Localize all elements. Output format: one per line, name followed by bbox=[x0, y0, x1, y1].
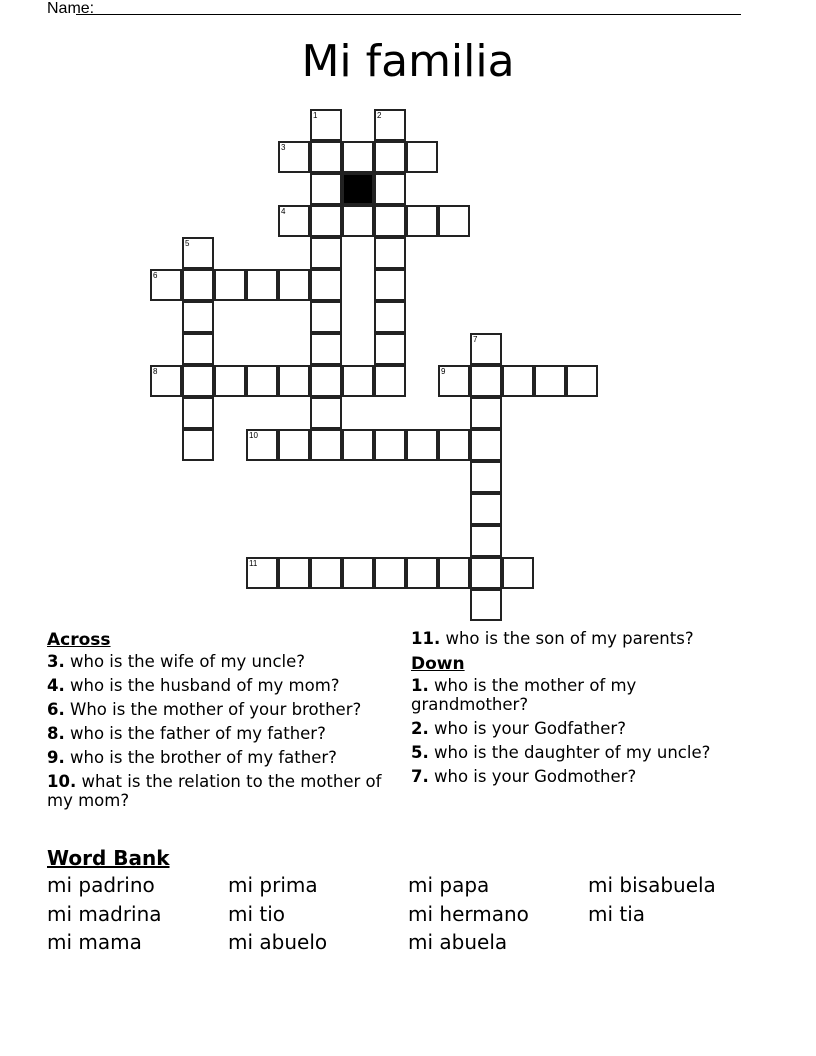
grid-cell[interactable] bbox=[470, 397, 502, 429]
grid-cell[interactable] bbox=[214, 269, 246, 301]
grid-cell[interactable] bbox=[214, 365, 246, 397]
word-bank-item: mi abuelo bbox=[228, 930, 328, 954]
grid-cell[interactable] bbox=[278, 205, 310, 237]
grid-cell[interactable] bbox=[406, 141, 438, 173]
clue-item-number: 3. bbox=[47, 652, 65, 671]
grid-cell[interactable] bbox=[470, 365, 502, 397]
word-bank-item: mi papa bbox=[408, 873, 490, 897]
grid-cell[interactable] bbox=[182, 365, 214, 397]
clue-item-number: 8. bbox=[47, 724, 65, 743]
grid-cell[interactable] bbox=[342, 205, 374, 237]
clue-item bbox=[47, 748, 397, 767]
grid-cell[interactable] bbox=[182, 333, 214, 365]
grid-cell[interactable] bbox=[374, 557, 406, 589]
grid-cell[interactable] bbox=[374, 429, 406, 461]
grid-cell[interactable] bbox=[502, 365, 534, 397]
grid-cell[interactable] bbox=[310, 397, 342, 429]
grid-cell[interactable] bbox=[438, 205, 470, 237]
clue-item-number: 4. bbox=[47, 676, 65, 695]
grid-cell[interactable] bbox=[342, 141, 374, 173]
clue-item-number: 11. bbox=[411, 629, 441, 648]
grid-cell[interactable] bbox=[310, 429, 342, 461]
grid-cell[interactable] bbox=[246, 269, 278, 301]
word-bank-item: mi mama bbox=[47, 930, 142, 954]
grid-cell[interactable] bbox=[278, 429, 310, 461]
clue-item bbox=[47, 772, 397, 810]
clue-item-number: 7. bbox=[411, 767, 429, 786]
grid-cell[interactable] bbox=[310, 333, 342, 365]
clue-item-text: Who is the mother of your brother? bbox=[70, 700, 362, 719]
grid-cell[interactable] bbox=[278, 365, 310, 397]
clue-number: 10 bbox=[249, 431, 258, 440]
grid-cell[interactable] bbox=[470, 461, 502, 493]
grid-cell[interactable] bbox=[310, 205, 342, 237]
clue-item-number: 2. bbox=[411, 719, 429, 738]
grid-cell[interactable] bbox=[374, 269, 406, 301]
word-bank-item: mi prima bbox=[228, 873, 318, 897]
grid-cell[interactable] bbox=[470, 589, 502, 621]
clue-number: 5 bbox=[185, 239, 190, 248]
grid-cell[interactable] bbox=[406, 557, 438, 589]
word-bank-item: mi tia bbox=[588, 901, 646, 926]
clue-number: 6 bbox=[153, 271, 158, 280]
grid-cell[interactable] bbox=[406, 429, 438, 461]
word-bank-item: mi abuela bbox=[408, 930, 508, 954]
clue-item-text: who is the husband of my mom? bbox=[70, 676, 340, 695]
name-label: Name: bbox=[47, 0, 95, 17]
grid-cell[interactable] bbox=[438, 365, 470, 397]
grid-cell[interactable] bbox=[246, 365, 278, 397]
grid-cell[interactable] bbox=[310, 365, 342, 397]
name-input-line[interactable] bbox=[76, 14, 741, 15]
clue-item-text: who is the brother of my father? bbox=[70, 748, 337, 767]
grid-cell[interactable] bbox=[374, 237, 406, 269]
grid-cell[interactable] bbox=[342, 429, 374, 461]
clue-number: 3 bbox=[281, 143, 286, 152]
grid-cell[interactable] bbox=[374, 333, 406, 365]
clue-item-number: 5. bbox=[411, 743, 429, 762]
grid-cell[interactable] bbox=[374, 141, 406, 173]
grid-cell[interactable] bbox=[310, 173, 342, 205]
grid-cell[interactable] bbox=[278, 557, 310, 589]
clue-item-text: who is the father of my father? bbox=[70, 724, 326, 743]
grid-cell[interactable] bbox=[406, 205, 438, 237]
down-heading: Down bbox=[411, 654, 465, 674]
clue-item-text: who is the daughter of my uncle? bbox=[434, 743, 711, 762]
grid-cell[interactable] bbox=[182, 301, 214, 333]
grid-cell[interactable] bbox=[438, 557, 470, 589]
clue-item-text: who is the mother of my grandmother? bbox=[411, 676, 637, 714]
clue-item bbox=[47, 700, 397, 719]
grid-cell[interactable] bbox=[182, 237, 214, 269]
grid-cell[interactable] bbox=[374, 365, 406, 397]
clue-number: 9 bbox=[441, 367, 446, 376]
page-title: Mi familia bbox=[301, 36, 515, 87]
clue-item-number: 6. bbox=[47, 700, 65, 719]
grid-cell[interactable] bbox=[278, 269, 310, 301]
grid-cell[interactable] bbox=[470, 525, 502, 557]
clue-number: 1 bbox=[313, 111, 318, 120]
grid-cell[interactable] bbox=[342, 557, 374, 589]
grid-cell[interactable] bbox=[470, 333, 502, 365]
clue-number: 2 bbox=[377, 111, 382, 120]
grid-cell[interactable] bbox=[310, 237, 342, 269]
clue-item bbox=[411, 719, 751, 738]
clue-item-text: who is the wife of my uncle? bbox=[70, 652, 306, 671]
grid-cell[interactable] bbox=[278, 141, 310, 173]
grid-cell[interactable] bbox=[566, 365, 598, 397]
clue-item-text: what is the relation to the mother of my mom? bbox=[47, 772, 382, 810]
word-bank-item: mi bisabuela bbox=[588, 873, 716, 897]
clue-number: 8 bbox=[153, 367, 158, 376]
grid-cell[interactable] bbox=[310, 109, 342, 141]
grid-cell[interactable] bbox=[246, 557, 278, 589]
clue-item bbox=[47, 652, 397, 671]
grid-cell[interactable] bbox=[310, 557, 342, 589]
grid-cell[interactable] bbox=[150, 365, 182, 397]
grid-cell[interactable] bbox=[246, 429, 278, 461]
clue-item-number: 1. bbox=[411, 676, 429, 695]
clue-item-number: 10. bbox=[47, 772, 77, 791]
clue-item bbox=[411, 676, 751, 714]
clue-number: 7 bbox=[473, 335, 478, 344]
clue-item bbox=[411, 767, 751, 786]
clue-item bbox=[47, 676, 397, 695]
across-heading: Across bbox=[47, 630, 111, 650]
grid-cell[interactable] bbox=[310, 301, 342, 333]
grid-cell[interactable] bbox=[470, 493, 502, 525]
word-bank-item: mi madrina bbox=[47, 901, 162, 926]
grid-cell[interactable] bbox=[438, 429, 470, 461]
grid-cell[interactable] bbox=[470, 557, 502, 589]
grid-cell[interactable] bbox=[182, 397, 214, 429]
grid-cell[interactable] bbox=[374, 301, 406, 333]
grid-cell[interactable] bbox=[310, 141, 342, 173]
clue-item bbox=[411, 629, 751, 648]
clue-item-number: 9. bbox=[47, 748, 65, 767]
grid-cell[interactable] bbox=[470, 429, 502, 461]
grid-cell[interactable] bbox=[534, 365, 566, 397]
grid-cell[interactable] bbox=[502, 557, 534, 589]
grid-cell[interactable] bbox=[182, 269, 214, 301]
grid-cell[interactable] bbox=[374, 173, 406, 205]
grid-cell[interactable] bbox=[374, 205, 406, 237]
black-cell bbox=[342, 173, 374, 205]
across-clues bbox=[47, 629, 397, 815]
word-bank-item: mi padrino bbox=[47, 873, 155, 897]
grid-cell[interactable] bbox=[310, 269, 342, 301]
clue-item bbox=[411, 743, 751, 762]
down-clues bbox=[411, 629, 751, 791]
clue-item bbox=[47, 724, 397, 743]
word-bank-item: mi tio bbox=[228, 901, 286, 926]
word-bank-title: Word Bank bbox=[47, 846, 170, 870]
clue-item-text: who is your Godfather? bbox=[434, 719, 626, 738]
grid-cell[interactable] bbox=[342, 365, 374, 397]
grid-cell[interactable] bbox=[150, 269, 182, 301]
word-bank-item: mi hermano bbox=[408, 901, 529, 926]
clue-item-text: who is the son of my parents? bbox=[445, 629, 694, 648]
clue-number: 4 bbox=[281, 207, 286, 216]
clue-item-text: who is your Godmother? bbox=[434, 767, 637, 786]
clue-number: 11 bbox=[249, 559, 258, 568]
grid-cell[interactable] bbox=[182, 429, 214, 461]
grid-cell[interactable] bbox=[374, 109, 406, 141]
